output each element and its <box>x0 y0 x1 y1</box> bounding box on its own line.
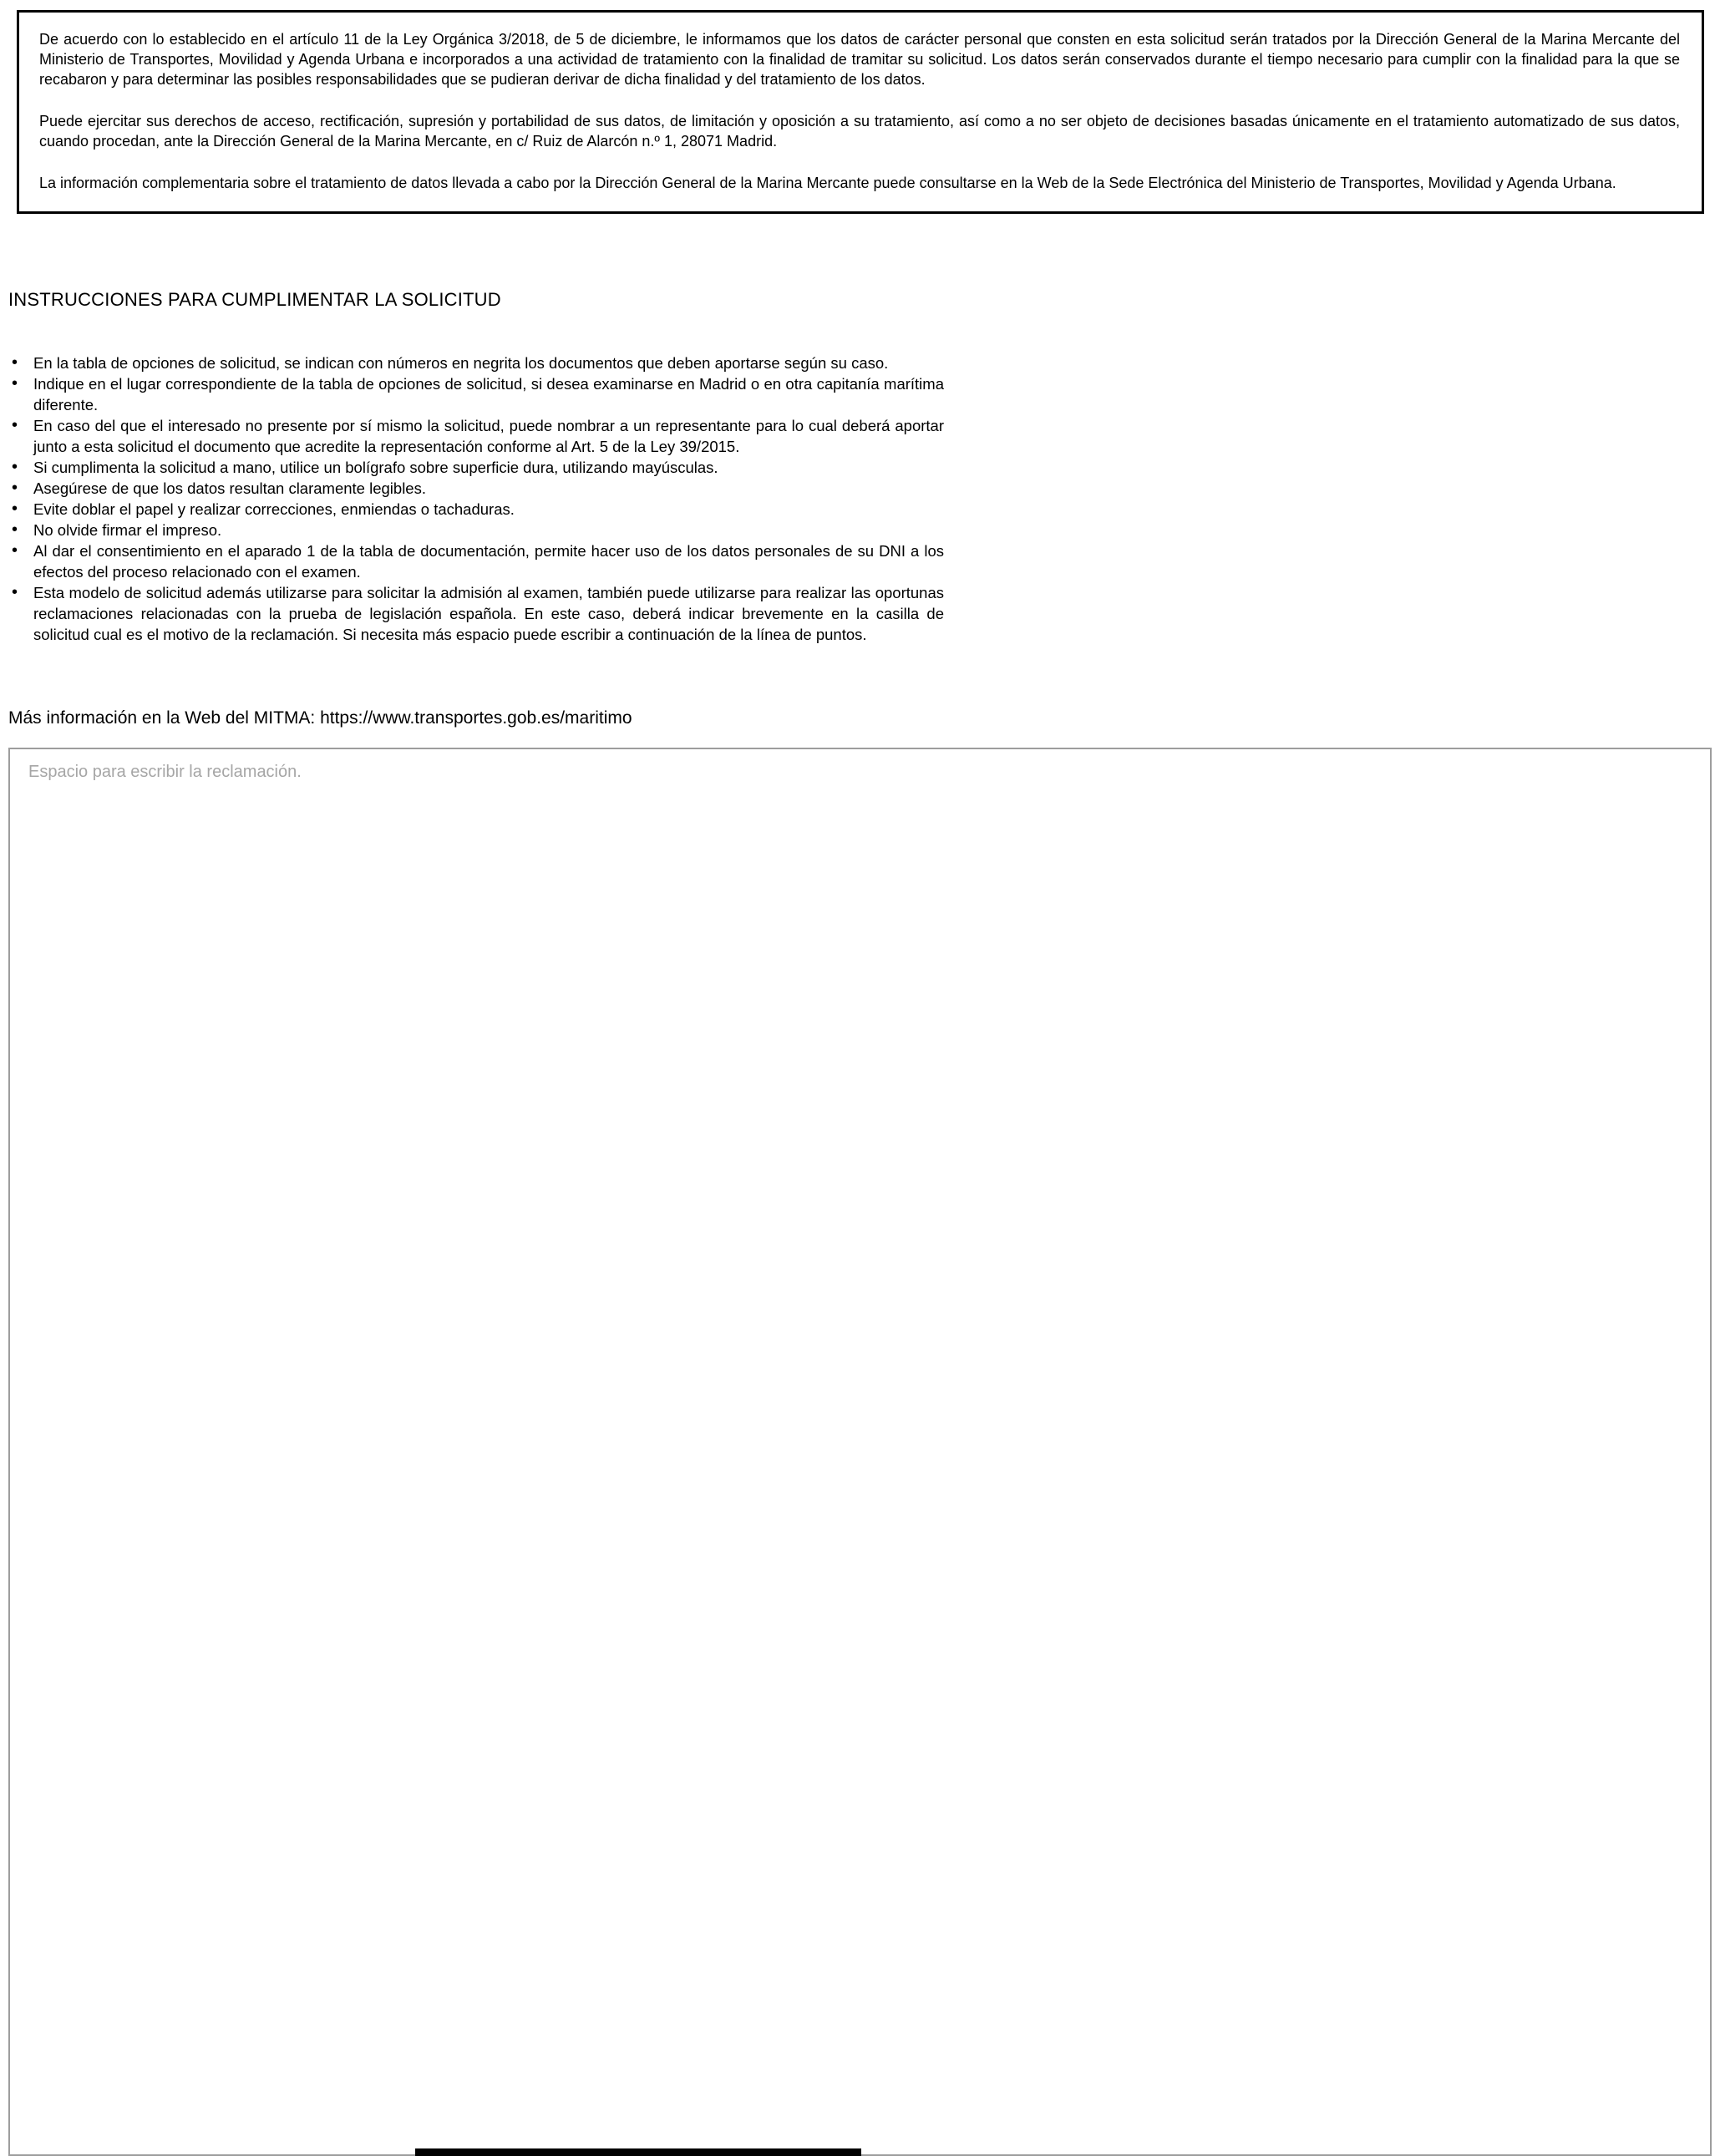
instruction-item: • En la tabla de opciones de solicitud, se indican con números en negrita los documentos que deben aportarse según su caso. <box>8 353 944 373</box>
privacy-paragraph-1: De acuerdo con lo establecido en el artículo 11 de la Ley Orgánica 3/2018, de 5 de diciembre, le informamos que los datos de carácter personal que consten en esta solicitud serán tratados por la Dirección General de la Marina Mercante del Ministerio de Transportes, Movilidad y Agenda Urbana e incorporados a una actividad de tratamiento con la finalidad de tramitar su solicitud. Los datos serán conservados durante el tiempo necesario para cumplir con la finalidad para la que se recabaron y para determinar las posibles responsabilidades que se pudieran derivar de dicha finalidad y del tratamiento de los datos. <box>39 31 1680 88</box>
reclamation-box[interactable] <box>8 748 1712 2156</box>
scan-edge-artifact <box>415 2148 861 2156</box>
more-info-label: Más información en la Web del MITMA: <box>8 708 321 728</box>
instruction-item: • Al dar el consentimiento en el aparado 1 de la tabla de documentación, permite hacer uso de los datos personales de su DNI a los efectos del proceso relacionado con el examen. <box>8 540 944 582</box>
instruction-item: • Evite doblar el papel y realizar correcciones, enmiendas o tachaduras. <box>8 499 944 520</box>
instruction-item: • Indique en el lugar correspondiente de la tabla de opciones de solicitud, si desea examinarse en Madrid o en otra capitanía marítima diferente. <box>8 373 944 415</box>
reclamation-placeholder: Espacio para escribir la reclamación. <box>28 763 302 781</box>
instructions-title: INSTRUCCIONES PARA CUMPLIMENTAR LA SOLICITUD <box>8 289 501 310</box>
instruction-item: • Esta modelo de solicitud además utilizarse para solicitar la admisión al examen, también puede utilizarse para realizar las oportunas reclamaciones relacionadas con la prueba de legislación española. En este caso, deberá indicar brevemente en la casilla de solicitud cual es el motivo de la reclamación. Si necesita más espacio puede escribir a continuación de la línea de puntos. <box>8 582 944 645</box>
instruction-item: • Si cumplimenta la solicitud a mano, utilice un bolígrafo sobre superficie dura, utilizando mayúsculas. <box>8 457 944 478</box>
instruction-item: • En caso del que el interesado no presente por sí mismo la solicitud, puede nombrar a un representante para lo cual deberá aportar junto a esta solicitud el documento que acredite la representación conforme al Art. 5 de la Ley 39/2015. <box>8 415 944 457</box>
more-info-line <box>8 708 632 728</box>
instruction-item: • Asegúrese de que los datos resultan claramente legibles. <box>8 478 944 499</box>
instructions-list <box>8 353 944 645</box>
privacy-notice-box <box>17 10 1704 214</box>
more-info-url: https://www.transportes.gob.es/maritimo <box>320 708 632 728</box>
privacy-paragraph-2: Puede ejercitar sus derechos de acceso, rectificación, supresión y portabilidad de sus datos, de limitación y oposición a su tratamiento, así como a no ser objeto de decisiones basadas únicamente en el tratamiento automatizado de sus datos, cuando procedan, ante la Dirección General de la Marina Mercante, en c/ Ruiz de Alarcón n.º 1, 28071 Madrid. <box>39 113 1680 150</box>
instruction-item: • No olvide firmar el impreso. <box>8 520 944 540</box>
privacy-paragraph-3: La información complementaria sobre el tratamiento de datos llevada a cabo por la Dirección General de la Marina Mercante puede consultarse en la Web de la Sede Electrónica del Ministerio de Transportes, Movilidad y Agenda Urbana. <box>39 175 1616 191</box>
